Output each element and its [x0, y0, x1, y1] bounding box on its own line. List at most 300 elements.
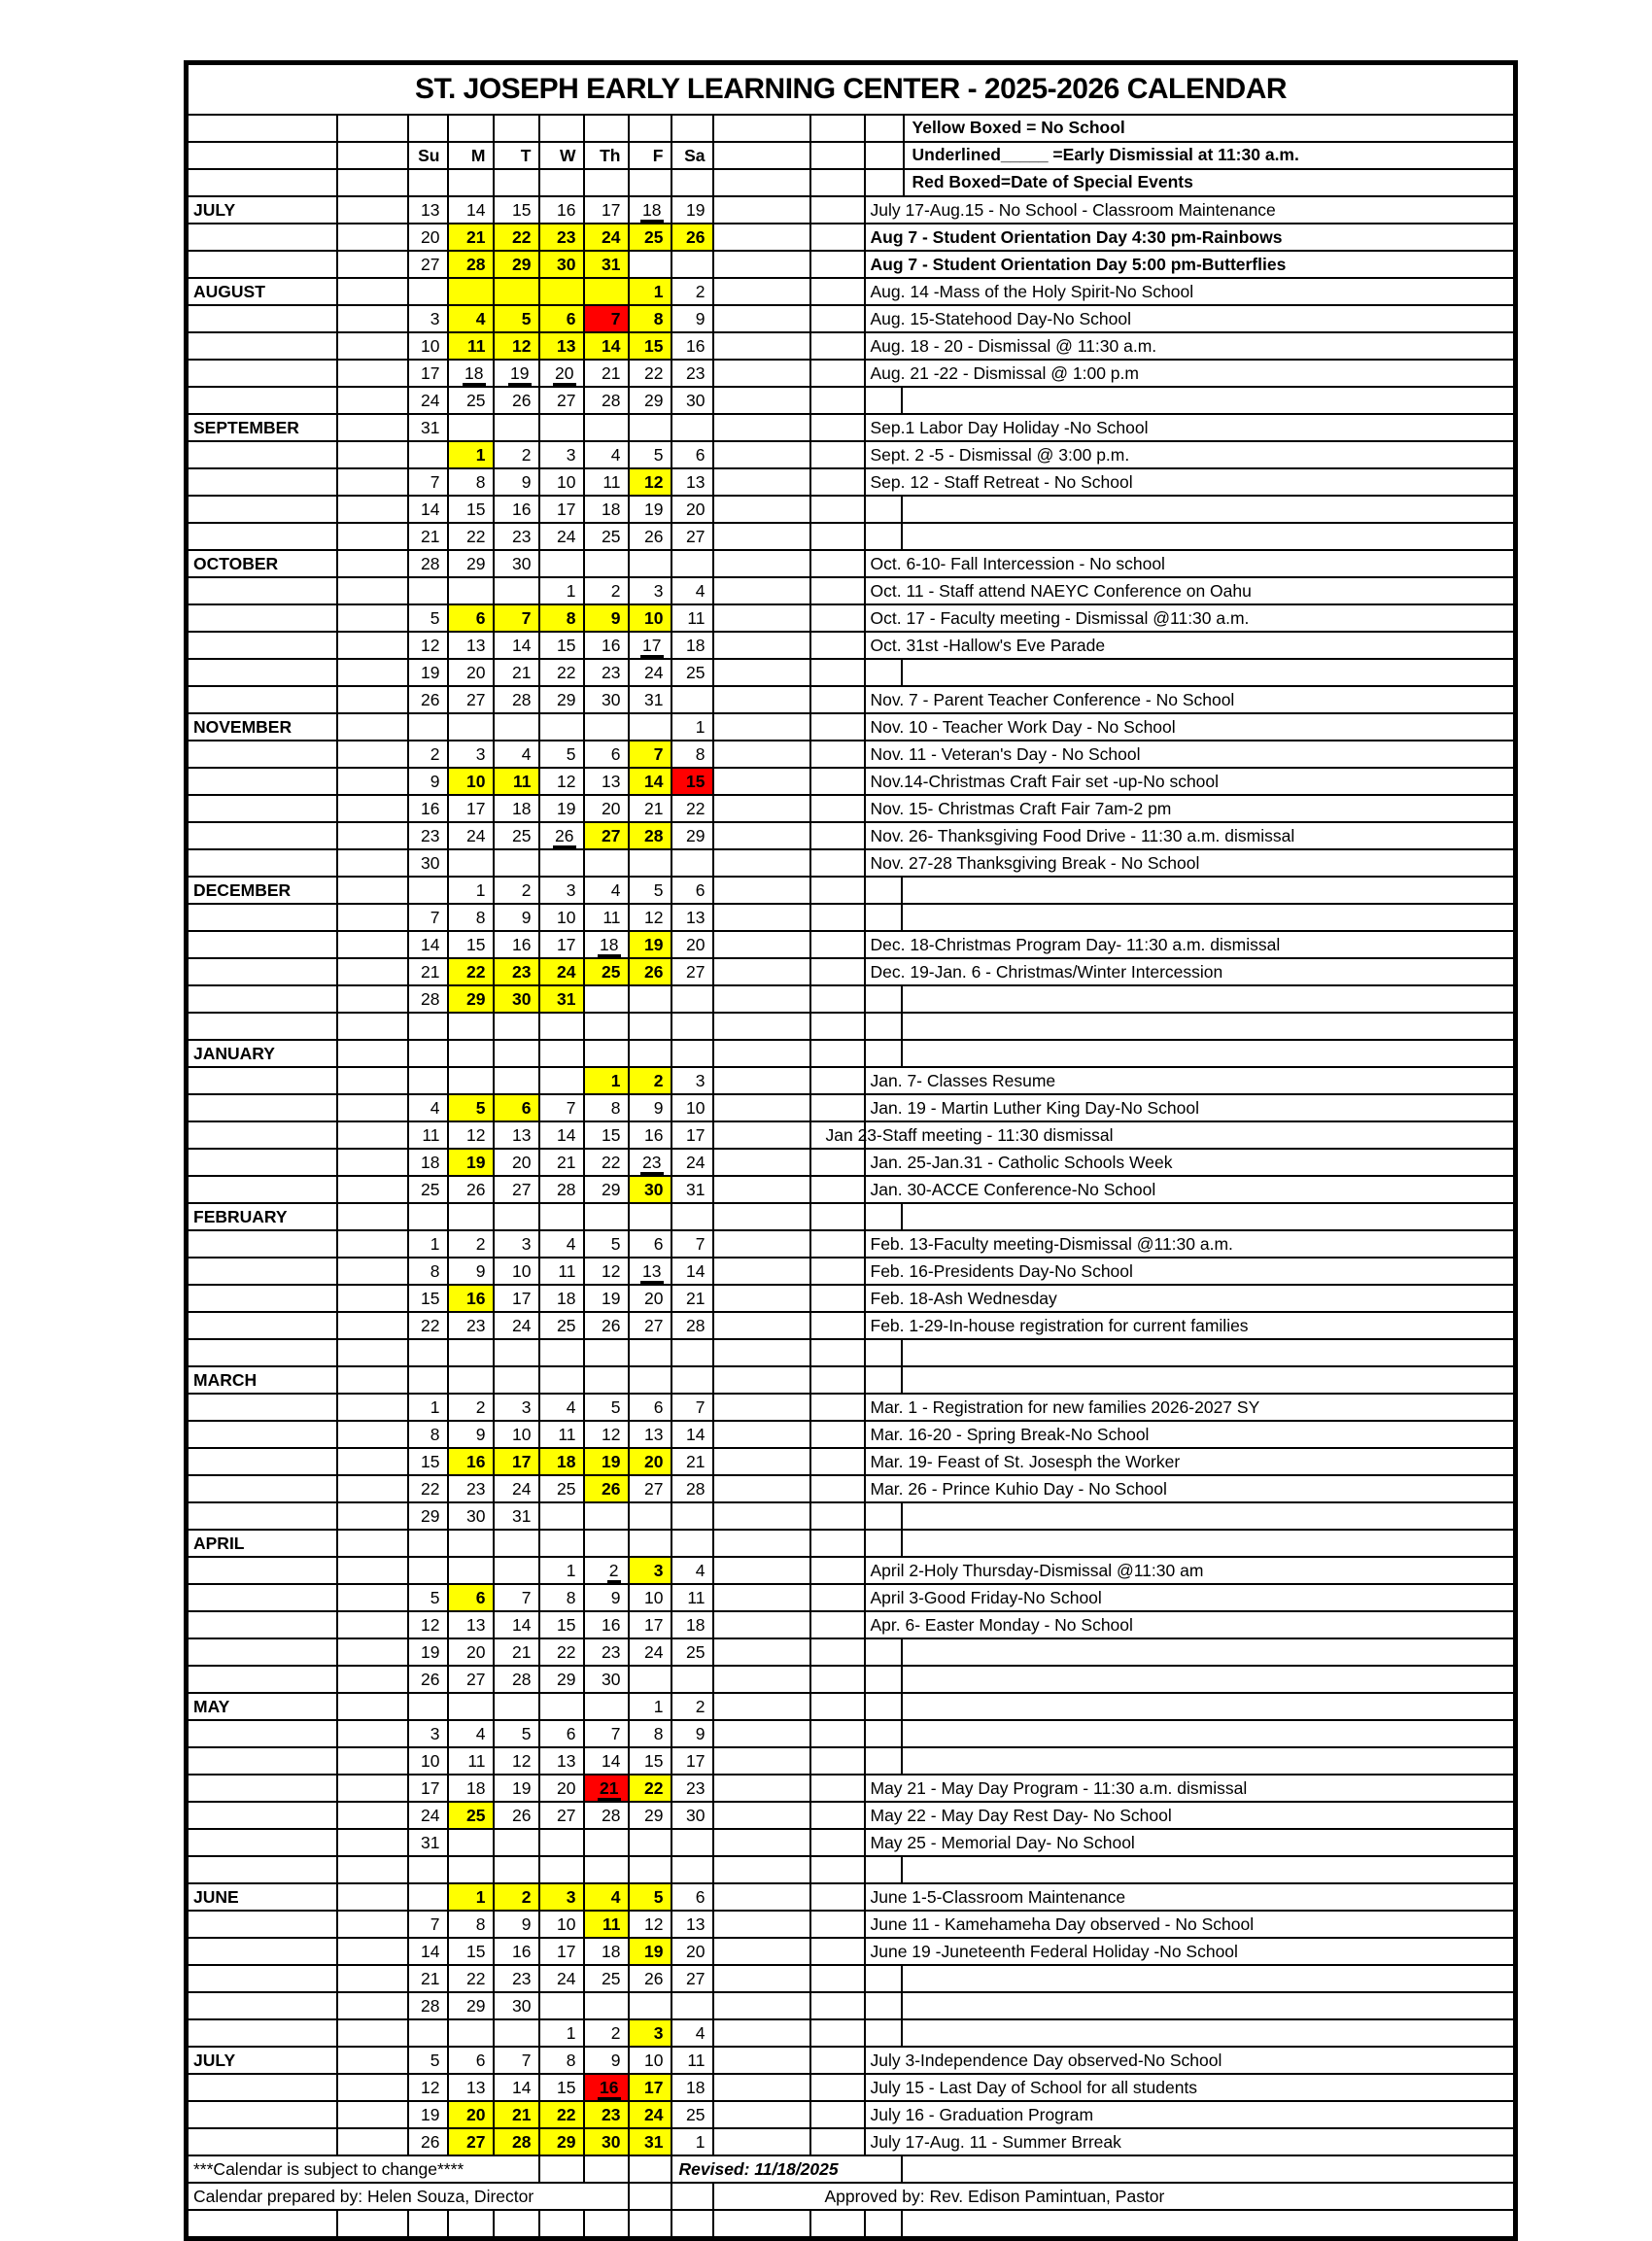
event-text	[865, 1448, 1516, 1475]
day-cell	[671, 278, 713, 305]
day-cell	[584, 1312, 629, 1339]
event-text	[865, 332, 1516, 360]
day-cell	[408, 1176, 448, 1203]
day-cell	[671, 1013, 713, 1040]
day-number: 1	[430, 1234, 440, 1254]
day-cell	[584, 1366, 629, 1394]
day-number: 26	[602, 1316, 621, 1335]
day-cell	[448, 523, 494, 550]
spacer-cell	[337, 1203, 408, 1230]
day-number: 16	[512, 935, 532, 954]
desc-cell	[902, 2019, 1516, 2047]
day-cell	[494, 1829, 539, 1856]
day-cell	[408, 1149, 448, 1176]
desc-spacer-cell	[865, 1666, 902, 1693]
month-label	[187, 1067, 337, 1094]
day-cell	[448, 468, 494, 496]
weekday-header: M	[448, 142, 494, 169]
table-row	[187, 1638, 1516, 1666]
day-cell	[494, 1992, 539, 2019]
day-cell	[408, 1530, 448, 1557]
day-cell	[539, 115, 584, 142]
day-number: 3	[566, 1887, 576, 1907]
spacer-cell	[337, 1394, 408, 1421]
day-cell	[539, 1312, 584, 1339]
month-label	[187, 496, 337, 523]
day-cell	[584, 1013, 629, 1040]
day-number: 5	[430, 2051, 440, 2070]
spacer-cell	[629, 2183, 671, 2210]
day-number: 7	[521, 608, 532, 628]
table-row	[187, 1965, 1516, 1992]
day-cell	[539, 1176, 584, 1203]
spacer-cell	[337, 550, 408, 577]
spacer-cell	[713, 1611, 810, 1638]
spacer-cell	[337, 1992, 408, 2019]
day-number: 27	[512, 1180, 532, 1199]
event-text	[865, 550, 1516, 577]
day-cell	[408, 1067, 448, 1094]
day-cell	[408, 931, 448, 958]
day-cell	[671, 1475, 713, 1502]
spacer-cell	[629, 2155, 671, 2183]
day-cell	[494, 115, 539, 142]
day-cell	[671, 2101, 713, 2128]
day-cell	[448, 360, 494, 387]
day-number: 10	[644, 608, 664, 628]
day-cell	[539, 849, 584, 877]
day-cell	[671, 2210, 713, 2239]
day-number: 6	[475, 2051, 486, 2070]
day-cell	[584, 1475, 629, 1502]
day-number: 1	[475, 445, 486, 465]
day-cell	[671, 1394, 713, 1421]
event-label: Nov. 27-28 Thanksgiving Break - No School	[870, 853, 1200, 873]
day-number: 5	[653, 1887, 664, 1907]
day-number: 15	[644, 336, 664, 356]
day-cell	[539, 2047, 584, 2074]
day-cell	[584, 224, 629, 251]
day-cell	[408, 1258, 448, 1285]
day-cell	[584, 686, 629, 713]
day-cell	[494, 196, 539, 224]
day-number: 26	[512, 1806, 532, 1825]
day-number: 16	[466, 1289, 486, 1308]
day-cell	[448, 1394, 494, 1421]
day-number: 28	[512, 1670, 532, 1689]
day-cell	[448, 1149, 494, 1176]
spacer-cell	[713, 1394, 810, 1421]
day-number: 7	[695, 1397, 706, 1417]
day-number: 14	[421, 500, 440, 519]
day-cell	[629, 2019, 671, 2047]
spacer-cell	[337, 931, 408, 958]
spacer-cell	[810, 713, 865, 741]
desc-cell	[902, 1638, 1516, 1666]
day-number: 10	[557, 908, 576, 927]
event-label: July 3-Independence Day observed-No School	[870, 2051, 1222, 2070]
day-cell	[584, 1883, 629, 1911]
day-cell	[671, 795, 713, 822]
day-cell	[629, 468, 671, 496]
day-cell	[539, 1883, 584, 1911]
event-text	[865, 1911, 1516, 1938]
day-number: 19	[421, 2105, 440, 2124]
month-label: OCTOBER	[187, 550, 337, 577]
event-label: Aug 7 - Student Orientation Day 5:00 pm-Butterflies	[870, 255, 1287, 274]
table-row	[187, 1285, 1516, 1312]
spacer-cell	[713, 1938, 810, 1965]
day-cell	[671, 1285, 713, 1312]
day-cell	[629, 1230, 671, 1258]
day-number: 22	[466, 962, 486, 982]
spacer-cell	[810, 1502, 865, 1530]
day-number: 25	[686, 663, 706, 682]
day-number: 16	[421, 799, 440, 818]
spacer-cell	[713, 1584, 810, 1611]
month-label: AUGUST	[187, 278, 337, 305]
day-cell	[539, 523, 584, 550]
day-number: 25	[602, 962, 621, 982]
day-number: 29	[557, 1670, 576, 1689]
day-cell	[629, 1938, 671, 1965]
day-number: 29	[466, 554, 486, 573]
day-cell	[584, 1530, 629, 1557]
month-label	[187, 1938, 337, 1965]
day-number: 6	[695, 445, 706, 465]
day-number: 8	[653, 309, 664, 328]
day-number: 11	[687, 608, 706, 628]
month-label	[187, 305, 337, 332]
spacer-cell	[810, 251, 865, 278]
day-cell	[584, 1693, 629, 1720]
day-number: 8	[566, 608, 576, 628]
day-number: 31	[421, 418, 440, 437]
day-number: 16	[602, 636, 621, 655]
day-cell	[584, 1258, 629, 1285]
day-cell	[448, 795, 494, 822]
day-cell	[448, 224, 494, 251]
table-row	[187, 686, 1516, 713]
table-row	[187, 1312, 1516, 1339]
day-number: 4	[695, 1561, 706, 1580]
weekday-header: Sa	[671, 142, 713, 169]
day-cell	[671, 1938, 713, 1965]
day-cell	[629, 632, 671, 659]
day-cell	[584, 387, 629, 414]
day-cell	[408, 1992, 448, 2019]
event-text	[865, 1938, 1516, 1965]
day-number: 1	[566, 2023, 576, 2043]
month-label	[187, 1094, 337, 1121]
day-cell	[584, 1638, 629, 1666]
month-label	[187, 1230, 337, 1258]
day-number: 3	[566, 880, 576, 900]
spacer-cell	[337, 1094, 408, 1121]
day-number: 23	[512, 1969, 532, 1988]
day-number: 15	[644, 1751, 664, 1771]
day-cell	[408, 1720, 448, 1747]
spacer-cell	[713, 2128, 810, 2155]
day-number: 12	[644, 908, 664, 927]
table-row	[187, 332, 1516, 360]
day-cell	[408, 2019, 448, 2047]
spacer-cell	[337, 741, 408, 768]
day-cell	[629, 604, 671, 632]
day-cell	[629, 1856, 671, 1883]
day-cell	[448, 387, 494, 414]
day-number: 1	[566, 1561, 576, 1580]
day-number: 19	[602, 1289, 621, 1308]
prepared-by: Calendar prepared by: Helen Souza, Director	[187, 2183, 629, 2210]
spacer-cell	[713, 1203, 810, 1230]
day-cell	[671, 1856, 713, 1883]
day-cell	[539, 1802, 584, 1829]
day-number: 29	[644, 391, 664, 410]
spacer-cell	[810, 1775, 865, 1802]
spacer-cell	[810, 2074, 865, 2101]
day-cell	[408, 822, 448, 849]
month-label	[187, 1829, 337, 1856]
month-label	[187, 1421, 337, 1448]
day-number: 22	[557, 2105, 576, 2124]
day-number: 6	[521, 1098, 532, 1118]
spacer-cell	[810, 1258, 865, 1285]
desc-spacer-cell	[865, 1530, 902, 1557]
day-cell	[584, 115, 629, 142]
day-number: 5	[653, 880, 664, 900]
day-cell	[671, 1203, 713, 1230]
desc-spacer-cell	[865, 1339, 902, 1366]
day-cell	[539, 1911, 584, 1938]
table-row	[187, 414, 1516, 441]
day-cell	[494, 251, 539, 278]
day-cell	[448, 1720, 494, 1747]
month-label	[187, 2074, 337, 2101]
day-number: 8	[430, 1425, 440, 1444]
day-cell	[539, 2019, 584, 2047]
spacer-cell	[810, 1802, 865, 1829]
day-cell	[408, 1856, 448, 1883]
day-number: 21	[512, 2105, 532, 2124]
day-cell	[448, 169, 494, 196]
spacer-cell	[810, 1285, 865, 1312]
day-cell	[448, 1856, 494, 1883]
day-number: 13	[466, 2078, 486, 2097]
day-number: 4	[521, 744, 532, 764]
event-text	[865, 224, 1516, 251]
event-text	[865, 1094, 1516, 1121]
event-label: Aug. 21 -22 - Dismissal @ 1:00 p.m	[870, 363, 1139, 383]
table-row	[187, 1992, 1516, 2019]
spacer-cell	[713, 196, 810, 224]
day-number: 25	[602, 1969, 621, 1988]
day-cell	[584, 985, 629, 1013]
day-cell	[408, 1285, 448, 1312]
day-number: 11	[467, 1751, 486, 1771]
day-cell	[671, 305, 713, 332]
day-number: 18	[640, 201, 663, 223]
day-cell	[494, 795, 539, 822]
day-number: 13	[686, 908, 706, 927]
month-label: NOVEMBER	[187, 713, 337, 741]
event-text	[865, 713, 1516, 741]
day-number: 6	[610, 744, 621, 764]
day-number: 7	[430, 908, 440, 927]
day-cell	[629, 196, 671, 224]
month-label	[187, 1856, 337, 1883]
day-number: 4	[430, 1098, 440, 1118]
day-number: 17	[644, 2078, 664, 2097]
spacer-cell	[810, 1747, 865, 1775]
day-number: 10	[421, 336, 440, 356]
day-cell	[539, 278, 584, 305]
day-number: 30	[466, 1506, 486, 1526]
day-number: 4	[475, 1724, 486, 1743]
day-cell	[539, 1747, 584, 1775]
spacer-cell	[337, 332, 408, 360]
day-cell	[494, 768, 539, 795]
day-number: 1	[695, 717, 706, 737]
day-number: 30	[602, 690, 621, 709]
day-number: 23	[466, 1479, 486, 1499]
desc-cell	[902, 985, 1516, 1013]
spacer-cell	[337, 1285, 408, 1312]
event-label: Jan. 25-Jan.31 - Catholic Schools Week	[870, 1153, 1173, 1172]
day-cell	[539, 1611, 584, 1638]
spacer-cell	[337, 387, 408, 414]
day-cell	[629, 1747, 671, 1775]
month-label	[187, 1584, 337, 1611]
day-number: 26	[421, 690, 440, 709]
day-cell	[494, 849, 539, 877]
day-cell	[671, 958, 713, 985]
spacer-cell	[713, 1366, 810, 1394]
month-label: APRIL	[187, 1530, 337, 1557]
day-cell	[494, 1557, 539, 1584]
event-label: Feb. 1-29-In-house registration for current families	[870, 1316, 1249, 1335]
day-number: 23	[557, 227, 576, 247]
day-cell	[671, 1149, 713, 1176]
table-row	[187, 958, 1516, 985]
day-cell	[494, 332, 539, 360]
event-label: Jan. 19 - Martin Luther King Day-No School	[870, 1098, 1199, 1118]
day-number: 8	[475, 472, 486, 492]
day-cell	[629, 2074, 671, 2101]
day-number: 6	[695, 1887, 706, 1907]
day-cell	[408, 1502, 448, 1530]
spacer-cell	[337, 713, 408, 741]
month-label	[187, 1611, 337, 1638]
day-number: 10	[466, 772, 486, 791]
spacer-cell	[337, 1530, 408, 1557]
table-row	[187, 1475, 1516, 1502]
day-cell	[629, 1502, 671, 1530]
day-number: 29	[421, 1506, 440, 1526]
day-number: 2	[695, 1697, 706, 1716]
day-number: 5	[475, 1098, 486, 1118]
table-row	[187, 822, 1516, 849]
day-cell	[448, 1502, 494, 1530]
day-cell	[629, 2047, 671, 2074]
spacer-cell	[713, 795, 810, 822]
day-cell	[584, 2047, 629, 2074]
day-number: 20	[686, 1942, 706, 1961]
spacer-cell	[713, 958, 810, 985]
day-cell	[584, 632, 629, 659]
spacer-cell	[713, 1992, 810, 2019]
day-cell	[408, 196, 448, 224]
day-cell	[671, 686, 713, 713]
table-row	[187, 741, 1516, 768]
table-row	[187, 1530, 1516, 1557]
day-cell	[448, 849, 494, 877]
table-row	[187, 577, 1516, 604]
day-number: 11	[558, 1425, 576, 1444]
day-cell	[629, 1312, 671, 1339]
desc-cell	[902, 1203, 1516, 1230]
spacer-cell	[337, 1638, 408, 1666]
day-cell	[448, 278, 494, 305]
month-label	[187, 1557, 337, 1584]
spacer-cell	[713, 822, 810, 849]
day-number: 12	[644, 1914, 664, 1934]
event-text	[865, 632, 1516, 659]
day-cell	[448, 1040, 494, 1067]
day-number: 24	[644, 663, 664, 682]
day-cell	[494, 224, 539, 251]
day-cell	[408, 1747, 448, 1775]
day-number: 8	[653, 1724, 664, 1743]
day-number: 16	[644, 1125, 664, 1145]
day-cell	[408, 1339, 448, 1366]
day-number: 11	[687, 2051, 706, 2070]
month-column-cell	[187, 2210, 337, 2239]
spacer-cell	[713, 1802, 810, 1829]
day-cell	[448, 332, 494, 360]
day-number: 11	[558, 1261, 576, 1281]
day-cell	[448, 441, 494, 468]
day-number: 27	[466, 2132, 486, 2152]
table-row	[187, 360, 1516, 387]
day-cell	[671, 1775, 713, 1802]
day-cell	[629, 1911, 671, 1938]
day-cell	[494, 1013, 539, 1040]
day-number: 18	[686, 2078, 706, 2097]
day-number: 28	[421, 554, 440, 573]
event-label: Nov. 26- Thanksgiving Food Drive - 11:30 a.m. dismissal	[870, 826, 1295, 845]
day-number: 20	[512, 1153, 532, 1172]
day-cell	[671, 2047, 713, 2074]
day-cell	[629, 2210, 671, 2239]
spacer-cell	[337, 1938, 408, 1965]
day-cell	[584, 877, 629, 904]
day-cell	[584, 1285, 629, 1312]
day-cell	[408, 1693, 448, 1720]
spacer-cell	[713, 1013, 810, 1040]
day-cell	[539, 468, 584, 496]
day-number: 24	[421, 1806, 440, 1825]
day-cell	[539, 822, 584, 849]
day-number: 31	[557, 989, 576, 1009]
day-cell	[539, 305, 584, 332]
spacer-cell	[713, 169, 810, 196]
event-label: May 21 - May Day Program - 11:30 a.m. dismissal	[870, 1778, 1248, 1798]
day-number: 9	[610, 608, 621, 628]
day-number: 20	[644, 1289, 664, 1308]
day-number: 24	[512, 1316, 532, 1335]
day-cell	[584, 1747, 629, 1775]
